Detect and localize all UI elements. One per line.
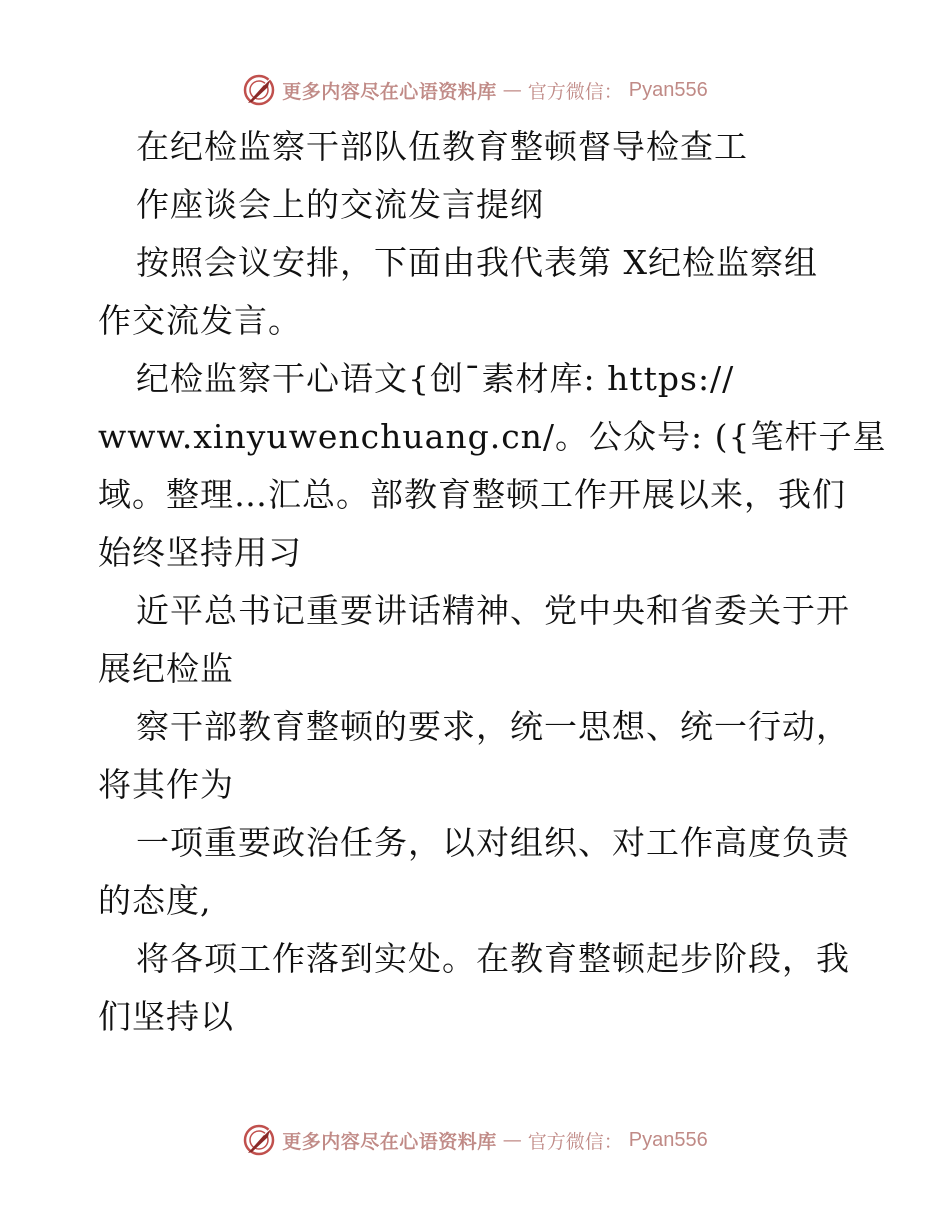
text-line: 们坚持以 xyxy=(98,997,234,1036)
text-line: 一项重要政治任务，以对组织、对工作高度负责 xyxy=(136,823,850,862)
quill-pen-circle-icon xyxy=(242,1123,276,1157)
banner-separator: — xyxy=(502,1129,522,1151)
text-line: 作座谈会上的交流发言提纲 xyxy=(136,185,544,224)
header-banner xyxy=(0,70,950,110)
text-line: 展纪检监 xyxy=(98,649,234,688)
text-line: 近平总书记重要讲话精神、党中央和省委关于开 xyxy=(136,591,850,630)
text-line: 按照会议安排，下面由我代表第 X纪检监察组 xyxy=(136,243,818,282)
text-line: 域。整理…汇总。部教育整顿工作开展以来，我们 xyxy=(98,475,846,514)
text-line: 始终坚持用习 xyxy=(98,533,302,572)
banner-wechat-label: 官方微信： xyxy=(527,80,623,103)
text-line: 将各项工作落到实处。在教育整顿起步阶段，我 xyxy=(136,939,850,978)
footer-banner xyxy=(0,1120,950,1160)
text-line: 察干部教育整顿的要求，统一思想、统一行动， xyxy=(136,707,850,746)
banner-wechat-label: 官方微信： xyxy=(527,1130,623,1153)
banner-wechat-id: Pyan556 xyxy=(628,1128,708,1151)
text-line: 作交流发言。 xyxy=(98,301,302,340)
banner-title: 更多内容尽在心语资料库 xyxy=(282,80,497,103)
text-line: 的态度, xyxy=(98,881,212,920)
text-line: 将其作为 xyxy=(98,765,234,804)
quill-pen-circle-icon xyxy=(242,73,276,107)
banner-title: 更多内容尽在心语资料库 xyxy=(282,1130,497,1153)
banner-separator: — xyxy=(502,79,522,101)
text-line: 纪检监察干心语文{创¯素材库: https:// xyxy=(136,359,735,398)
banner-wechat-id: Pyan556 xyxy=(628,78,708,101)
document-body xyxy=(98,118,887,1046)
text-line: www.xinyuwenchuang.cn/。公众号: ({笔杆子星 xyxy=(98,417,887,456)
text-line: 在纪检监察干部队伍教育整顿督导检查工 xyxy=(136,127,748,166)
